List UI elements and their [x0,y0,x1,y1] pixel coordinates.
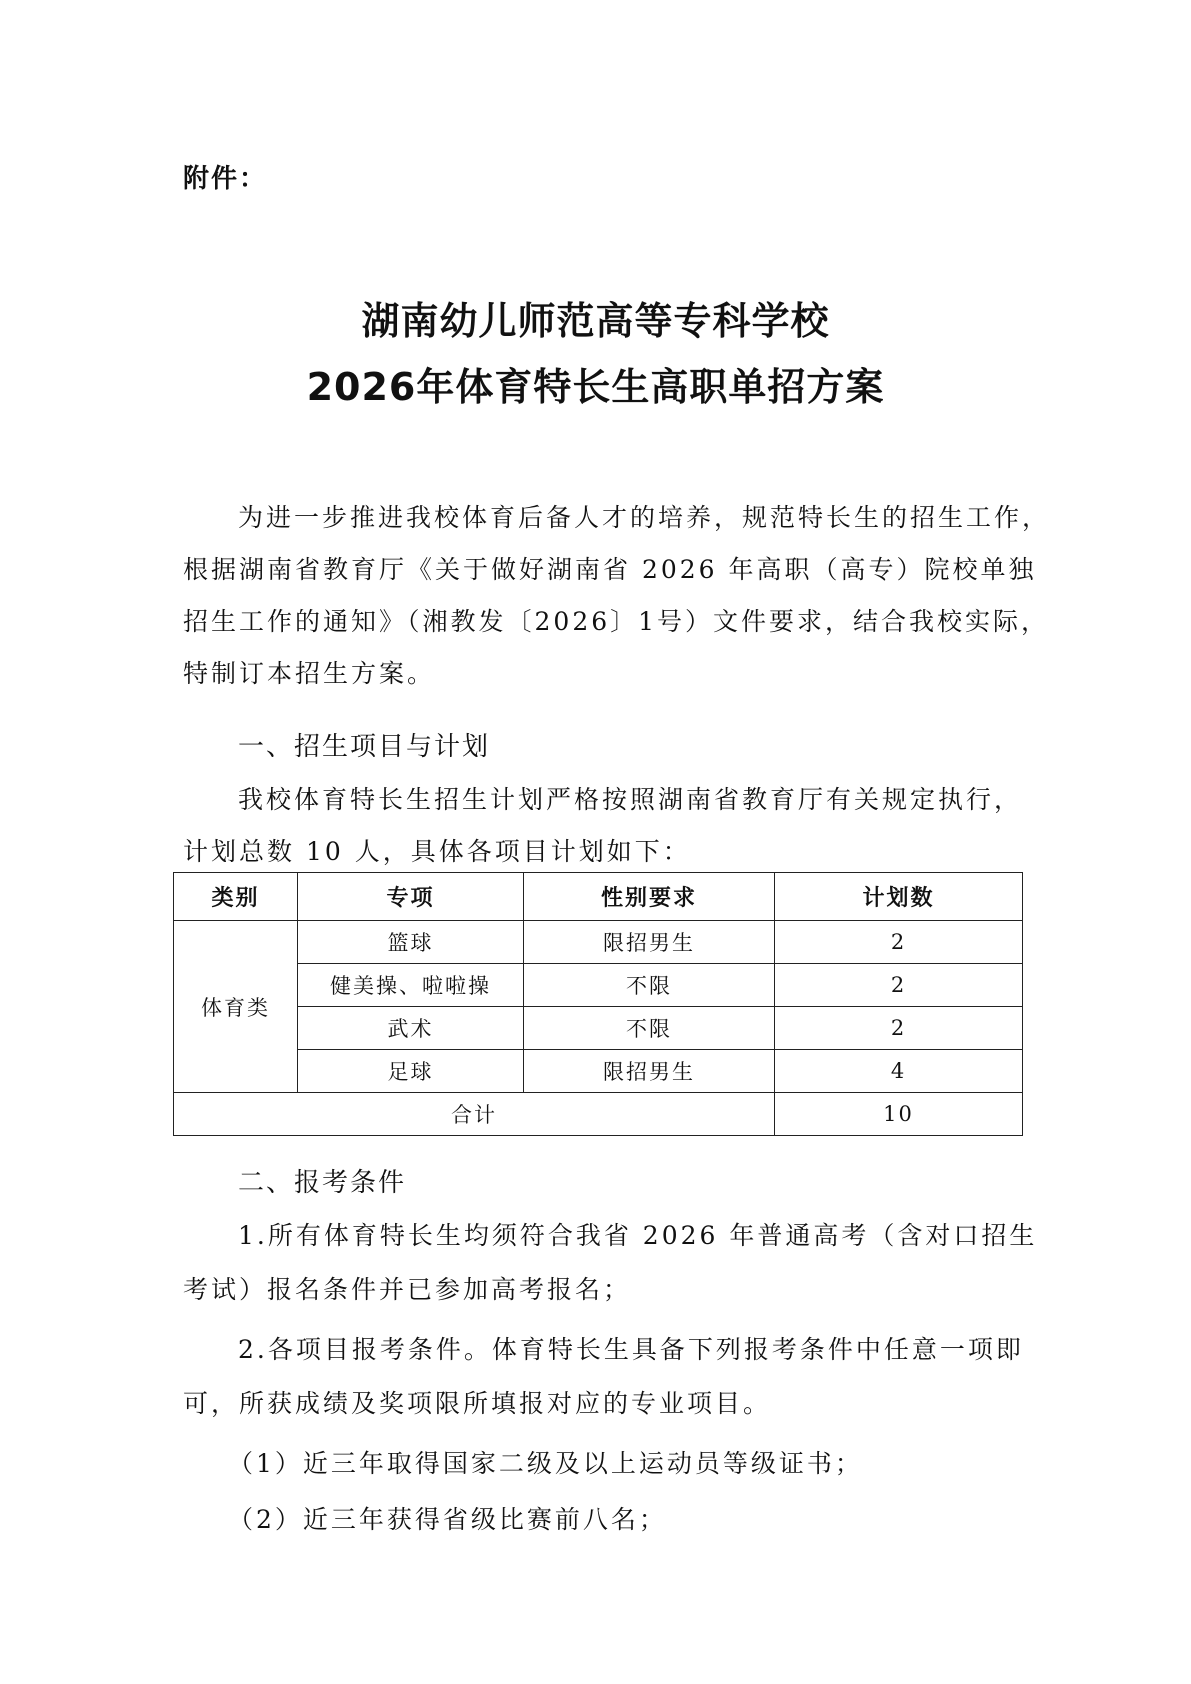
item-cell: 篮球 [298,921,524,964]
condition-sub-item: （1）近三年取得国家二级及以上运动员等级证书； [228,1449,863,1478]
attachment-label: 附件： [183,164,268,194]
table-total-row [174,1093,1023,1136]
gender-cell: 不限 [524,1007,775,1050]
header-count: 计划数 [775,873,1023,921]
section1-text-line: 计划总数 10 人，具体各项目计划如下： [183,837,691,866]
table-row [174,1050,1023,1093]
section2-heading: 二、报考条件 [238,1168,407,1198]
category-cell: 体育类 [174,921,298,1093]
item-cell: 健美操、啦啦操 [298,964,524,1007]
item-cell: 足球 [298,1050,524,1093]
plan-table [173,872,1023,1136]
table-row [174,921,1023,964]
table-row [174,964,1023,1007]
condition-line: 考试）报名条件并已参加高考报名； [183,1275,632,1304]
table-header-row [174,873,1023,921]
count-cell: 2 [775,1007,1023,1050]
gender-cell: 限招男生 [524,1050,775,1093]
intro-line: 为进一步推进我校体育后备人才的培养，规范特长生的招生工作， [238,503,1051,532]
gender-cell: 限招男生 [524,921,775,964]
header-gender: 性别要求 [524,873,775,921]
total-label: 合计 [174,1093,775,1136]
count-cell: 2 [775,921,1023,964]
intro-line: 特制订本招生方案。 [183,659,436,688]
condition-sub-item: （2）近三年获得省级比赛前八名； [228,1505,667,1534]
item-cell: 武术 [298,1007,524,1050]
table-row [174,1007,1023,1050]
section1-heading: 一、招生项目与计划 [238,732,491,762]
intro-line: 招生工作的通知》（湘教发〔2026〕1号）文件要求，结合我校实际， [183,607,1050,636]
condition-line: 可，所获成绩及奖项限所填报对应的专业项目。 [183,1389,772,1418]
intro-line: 根据湖南省教育厅《关于做好湖南省 2026 年高职（高专）院校单独 [183,555,1037,584]
document-title-line1: 湖南幼儿师范高等专科学校 [361,299,830,343]
document-title-line2: 2026年体育特长生高职单招方案 [306,365,885,409]
count-cell: 2 [775,964,1023,1007]
count-cell: 4 [775,1050,1023,1093]
header-item: 专项 [298,873,524,921]
gender-cell: 不限 [524,964,775,1007]
total-value: 10 [775,1093,1023,1136]
condition-line: 1.所有体育特长生均须符合我省 2026 年普通高考（含对口招生 [238,1221,1038,1250]
section1-text-line: 我校体育特长生招生计划严格按照湖南省教育厅有关规定执行， [238,785,1023,814]
header-category: 类别 [174,873,298,921]
condition-line: 2.各项目报考条件。体育特长生具备下列报考条件中任意一项即 [238,1335,1024,1364]
